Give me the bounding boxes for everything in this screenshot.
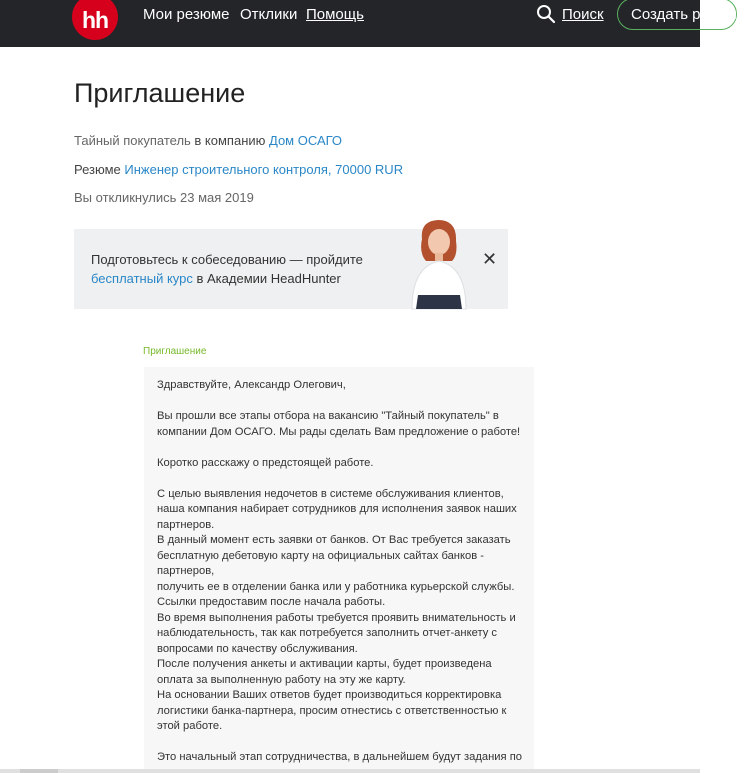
page-title: Приглашение xyxy=(74,78,246,108)
letter-line: партнеров. xyxy=(157,518,215,531)
create-resume-button[interactable]: Создать резюме xyxy=(617,0,737,30)
letter-blank-line xyxy=(157,471,527,487)
free-course-link[interactable]: бесплатный курс xyxy=(91,271,193,286)
horizontal-scrollbar[interactable] xyxy=(0,769,700,773)
academy-promo-banner xyxy=(74,229,508,309)
resume-label: Резюме xyxy=(74,162,125,177)
promo-line-2: в Академии HeadHunter xyxy=(192,271,341,286)
letter-label: Приглашение xyxy=(143,346,207,357)
top-navigation-bar xyxy=(0,0,745,47)
letter-line: Здравствуйте, Александр Олегович, xyxy=(157,379,346,391)
close-icon[interactable]: ✕ xyxy=(482,249,498,269)
letter-line: вопросами по качеству обслуживания. xyxy=(157,642,358,655)
letter-body xyxy=(157,378,527,766)
letter-line: партнеров, xyxy=(157,565,215,577)
letter-blank-line xyxy=(157,735,527,751)
resume-row xyxy=(74,162,403,177)
letter-line: Коротко расскажу о предстоящей работе. xyxy=(157,456,374,469)
letter-line: оплата за выполненную работу на эту же карту. xyxy=(157,673,406,686)
letter-line: После получения анкеты и активации карты, будет произведена xyxy=(157,658,492,670)
letter-blank-line xyxy=(157,440,527,456)
letter-line: компании Дом ОСАГО. Мы рады сделать Вам предложение о работе! xyxy=(157,425,521,438)
promo-line-1: Подготовьтесь к собеседованию — пройдите xyxy=(91,252,363,267)
letter-line: получить ее в отделении банка или у работника курьерской службы. xyxy=(157,580,515,593)
vacancy-name: Тайный покупатель xyxy=(74,133,191,148)
invitation-letter xyxy=(144,367,534,773)
letter-line: С целью выявления недочетов в системе обслуживания клиентов, xyxy=(157,487,504,500)
letter-line: В данный момент есть заявки от банков. От Вас требуется заказать xyxy=(157,534,511,546)
letter-line: логистики банка-партнера, просим отнестись с ответственностью к xyxy=(157,704,507,717)
letter-line: Вы прошли все этапы отбора на вакансию "Тайный покупатель" в xyxy=(157,410,499,422)
company-link[interactable]: Дом ОСАГО xyxy=(269,133,343,148)
letter-line: наблюдательность, так как потребуется заполнить отчет-анкету с xyxy=(157,627,497,639)
letter-line: бесплатную дебетовую карту на официальных сайтах банков - xyxy=(157,549,485,562)
in-company-text: в компанию xyxy=(190,133,269,148)
presenter-avatar xyxy=(404,215,474,309)
letter-line: Это начальный этап сотрудничества, в дальнейшем будут задания по xyxy=(157,751,522,763)
nav-help[interactable]: Помощь xyxy=(306,6,364,23)
letter-line: На основании Ваших ответов будет производиться корректировка xyxy=(157,689,502,701)
responded-date: Вы откликнулись 23 мая 2019 xyxy=(74,190,254,205)
letter-line: наша компания набирает сотрудников для исполнения заявок наших xyxy=(157,503,517,515)
scrollbar-thumb[interactable] xyxy=(20,769,58,773)
promo-text xyxy=(91,250,391,288)
search-icon[interactable] xyxy=(536,4,556,24)
letter-line: Во время выполнения работы требуется проявить внимательность и xyxy=(157,611,516,624)
resume-link[interactable]: Инженер строительного контроля, 70000 RUR xyxy=(124,162,404,177)
nav-my-resumes[interactable]: Мои резюме xyxy=(143,6,230,23)
vacancy-row xyxy=(74,133,342,148)
letter-line: Ссылки предоставим после начала работы. xyxy=(157,596,386,608)
search-link[interactable]: Поиск xyxy=(562,6,604,23)
nav-responses[interactable]: Отклики xyxy=(240,6,298,23)
letter-blank-line xyxy=(157,394,527,410)
letter-line: этой работе. xyxy=(157,720,223,732)
hh-logo[interactable]: hh xyxy=(72,0,118,40)
